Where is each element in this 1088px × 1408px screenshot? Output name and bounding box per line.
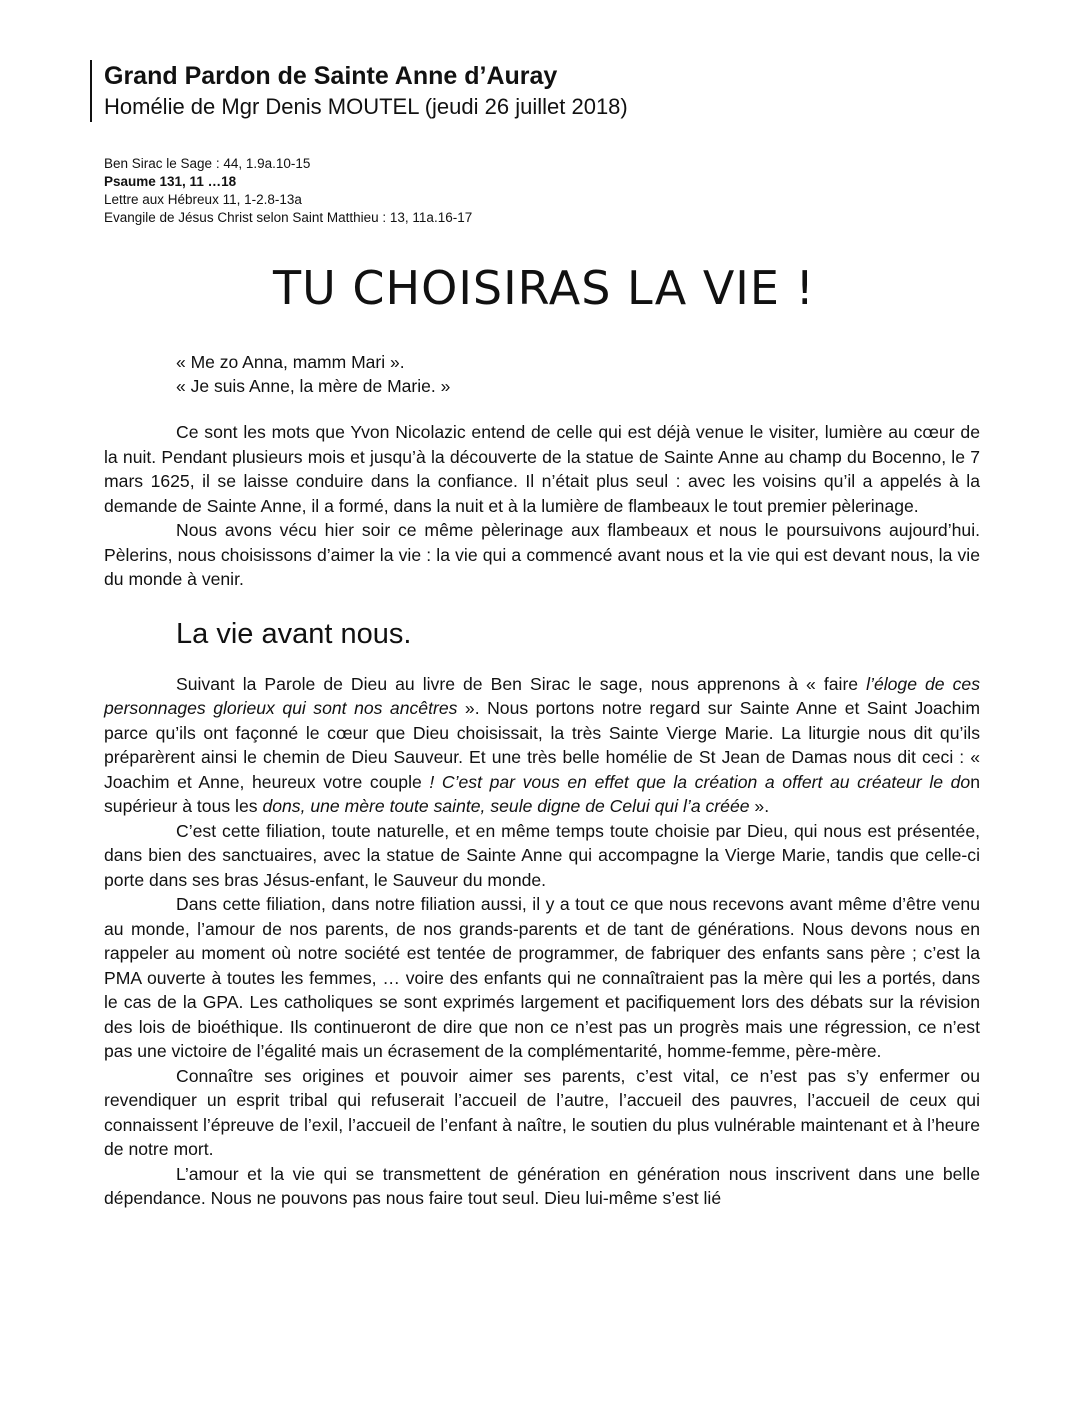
text-run: Suivant la Parole de Dieu au livre de Ben Sirac le sage, nous apprenons à « faire: [176, 673, 867, 694]
paragraph: Dans cette filiation, dans notre filiation aussi, il y a tout ce que nous recevons avant même d’être venu au monde, l’amour de nos parents, de nos grands-parents et de tant de générations. Nous devons nous en rappeler au moment où notre société est tentée de programmer, de fabriquer des enfants sans père ; c’est la PMA ouverte à toutes les femmes, … voire des enfants qui ne connaîtraient pas la mère qui les a portés, dans le cas de la GPA. Les catholiques se sont exprimés largement et pacifiquement lors des débats sur la révision des lois de bioéthique. Ils continueront de dire que non ce n’est pas un progrès mais une régression, ce n’est pas une victoire de l’égalité mais un écrasement de la complémentarité, homme-femme, père-mère.: [104, 894, 980, 1061]
reference-item: Ben Sirac le Sage : 44, 1.9a.10-15: [104, 156, 311, 171]
italic-quote: ! C’est par vous en effet que la création a offert au créateur le do: [429, 771, 971, 792]
document-subtitle: Homélie de Mgr Denis MOUTEL (jeudi 26 juillet 2018): [104, 94, 628, 119]
text-run: ». Nous portons notre regard sur Sainte Anne et Saint Joachim parce qu’ils ont façonné le cœur que Dieu choisissait, la très Sainte Vierge Marie. La liturgie nous dit qu’ils préparèrent ainsi le chemin de Dieu Sauveur. Et une très belle homélie de St Jean de Damas nous dit ceci : « Joachim et Anne, heureux votre couple: [104, 698, 980, 792]
document-title: Grand Pardon de Sainte Anne d’Auray: [104, 62, 558, 90]
quote-line: « Je suis Anne, la mère de Marie. »: [176, 376, 451, 396]
paragraph: C’est cette filiation, toute naturelle, et en même temps toute choisie par Dieu, qui nous est présentée, dans bien des sanctuaires, avec la statue de Sainte Anne qui accompagne la Vierge Marie, tandis que celle-ci porte dans ses bras Jésus-enfant, le Sauveur du monde.: [104, 820, 980, 890]
text-run: ».: [749, 796, 770, 816]
paragraph: L’amour et la vie qui se transmettent de génération en génération nous inscrivent dans une belle dépendance. Nous ne pouvons pas nous faire tout seul. Dieu lui-même s’est lié: [104, 1163, 980, 1208]
homily-body: [104, 420, 980, 1211]
reference-item: Lettre aux Hébreux 11, 1-2.8-13a: [104, 192, 302, 207]
reference-item: Evangile de Jésus Christ selon Saint Matthieu : 13, 11a.16-17: [104, 210, 473, 225]
main-heading: TU CHOISIRAS LA VIE !: [273, 261, 815, 315]
quote-line: « Me zo Anna, mamm Mari ».: [176, 352, 405, 372]
reference-item: Psaume 131, 11 …18: [104, 174, 237, 189]
document-header: [90, 60, 628, 122]
section-heading: La vie avant nous.: [176, 617, 412, 650]
paragraph: Ce sont les mots que Yvon Nicolazic entend de celle qui est déjà venue le visiter, lumière au cœur de la nuit. Pendant plusieurs mois et jusqu’à la découverte de la statue de Sainte Anne au champ du Bocenno, le 7 mars 1625, il se laisse conduire dans la confiance. Il n’était plus seul : avec les voisins qu’il a appelés à la demande de Sainte Anne, il a formé, dans la nuit et à la lumière de flambeaux le tout premier pèlerinage.: [104, 422, 980, 516]
text-run: n supérieur à tous les: [104, 771, 980, 816]
italic-quote: l’éloge de ces personnages glorieux qui sont nos ancêtres: [104, 673, 980, 718]
paragraph: Nous avons vécu hier soir ce même pèlerinage aux flambeaux et nous le poursuivons aujourd’hui. Pèlerins, nous choisissons d’aimer la vie : la vie qui a commencé avant nous et la vie qui est devant nous, la vie du monde à venir.: [104, 520, 980, 589]
scripture-references: [104, 155, 472, 227]
paragraph: Connaître ses origines et pouvoir aimer ses parents, c’est vital, ce n’est pas s’y enfermer ou revendiquer un esprit tribal qui refuserait l’accueil de l’autre, l’accueil des pauvres, l’accueil de ceux qui connaissent l’épreuve de l’exil, l’accueil de l’enfant à naître, le soutien du plus vulnérable maintenant et à l’heure de notre mort.: [104, 1065, 980, 1159]
paragraph: [104, 672, 980, 819]
italic-quote: dons, une mère toute sainte, seule digne de Celui qui l’a créée: [262, 796, 750, 816]
opening-quotes: [176, 350, 450, 398]
